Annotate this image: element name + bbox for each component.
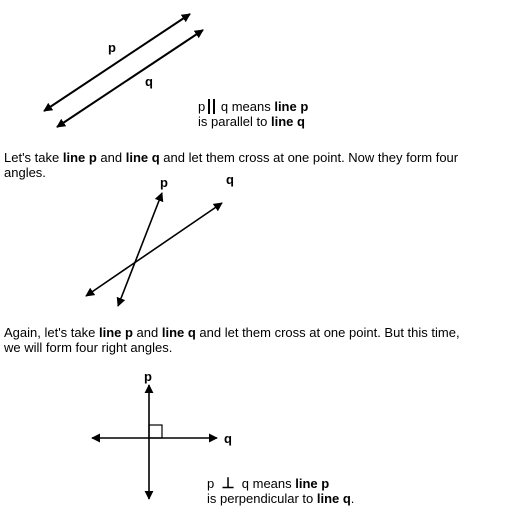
- paragraph-text: we will form four right angles.: [4, 340, 173, 355]
- line-p-label: p: [160, 175, 168, 190]
- perpendicular-symbol: ⊥: [221, 475, 235, 492]
- caption-line-p: line p: [274, 99, 309, 114]
- caption-p: p: [198, 99, 206, 114]
- paragraph-right-angles: [4, 325, 460, 355]
- parallel-lines-figure: [44, 14, 206, 127]
- line-p-label: p: [108, 40, 116, 55]
- paragraph-text: and let them cross at one point. Now they form four: [159, 150, 459, 165]
- paragraph-text: angles.: [4, 165, 46, 180]
- paragraph-line-p: line p: [62, 150, 97, 165]
- paragraph-text: and: [132, 325, 162, 340]
- paragraph-intersect: [4, 150, 458, 180]
- caption-is-perpendicular: is perpendicular to: [207, 491, 317, 506]
- parallel-symbol: [208, 99, 215, 114]
- caption-p: p: [207, 476, 215, 491]
- caption-line-p: line p: [295, 476, 330, 491]
- paragraph-text: and let them cross at one point. But this time,: [195, 325, 460, 340]
- line-q-label: q: [145, 74, 153, 89]
- paragraph-text: and: [96, 150, 126, 165]
- line-q: [57, 30, 206, 127]
- parallel-caption: [198, 99, 308, 129]
- paragraph-text: Let's take: [4, 150, 63, 165]
- caption-is-parallel: is parallel to: [198, 114, 271, 129]
- line-p: [44, 14, 190, 111]
- intersecting-lines-figure: [86, 172, 234, 306]
- caption-q-means: q means: [238, 476, 296, 491]
- right-angle-marker: [149, 425, 162, 438]
- line-p-label: p: [144, 369, 152, 384]
- line-q-label: q: [224, 431, 232, 446]
- caption-q-means: q means: [217, 99, 275, 114]
- perpendicular-caption: [207, 476, 354, 506]
- paragraph-line-q: line q: [161, 325, 196, 340]
- line-q-label: q: [226, 172, 234, 187]
- caption-line-q: line q: [270, 114, 305, 129]
- paragraph-text: Again, let's take: [4, 325, 99, 340]
- caption-line-q: line q: [316, 491, 351, 506]
- paragraph-line-p: line p: [98, 325, 133, 340]
- caption-period: .: [350, 491, 355, 506]
- line-q: [86, 203, 222, 296]
- paragraph-line-q: line q: [125, 150, 160, 165]
